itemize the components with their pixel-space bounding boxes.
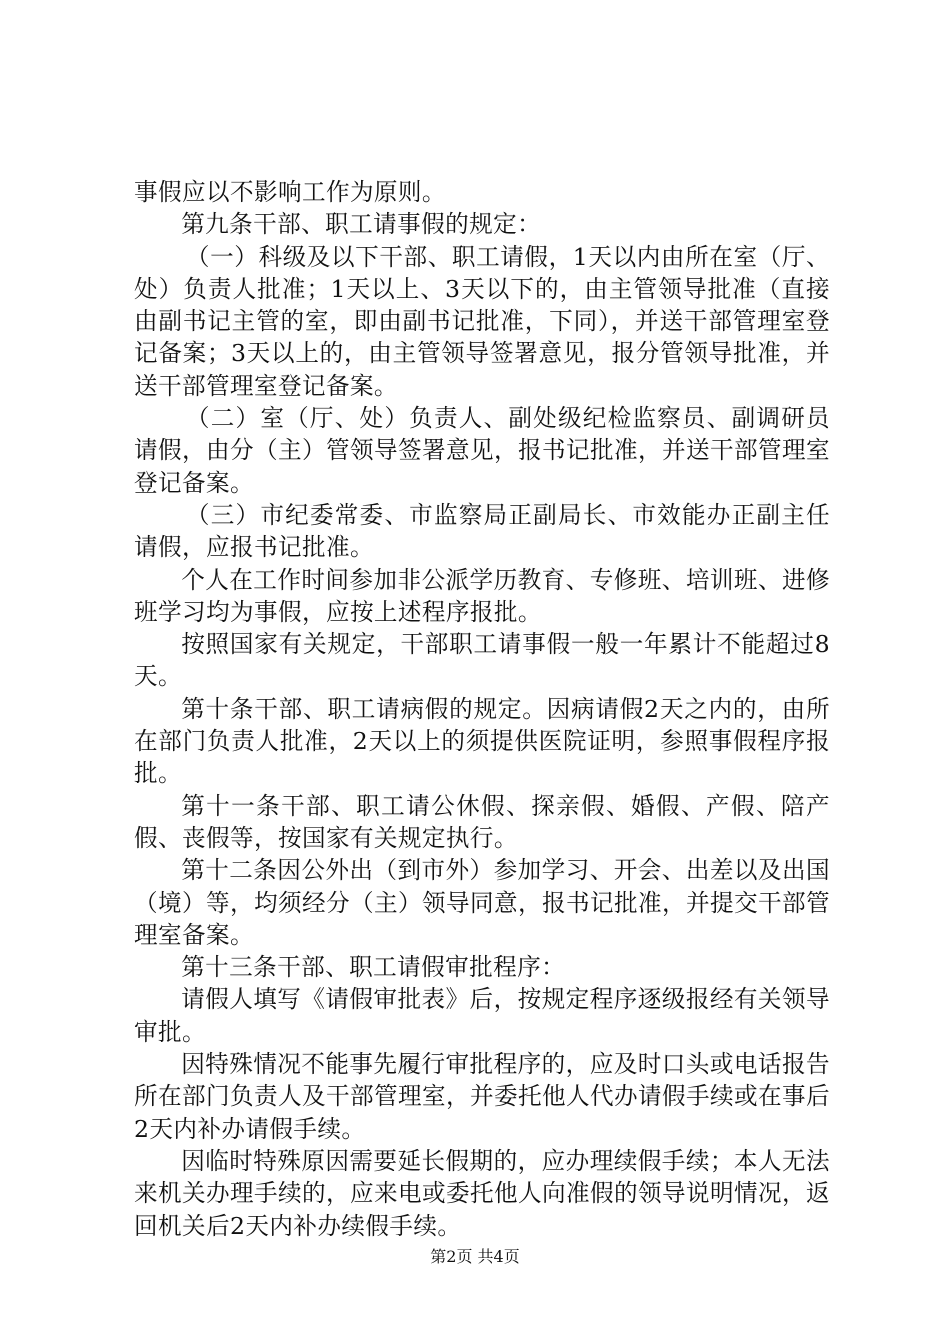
paragraph-article-12: 第十二条因公外出（到市外）参加学习、开会、出差以及出国（境）等，均须经分（主）领导同意，报书记批准，并提交干部管理室备案。	[134, 856, 830, 949]
paragraph-special-case: 因特殊情况不能事先履行审批程序的，应及时口头或电话报告所在部门负责人及干部管理室，并委托他人代办请假手续或在事后2天内补办请假手续。	[134, 1050, 830, 1143]
paragraph-study-leave: 个人在工作时间参加非公派学历教育、专修班、培训班、进修班学习均为事假，应按上述程序报批。	[134, 565, 830, 626]
paragraph-article-9-item-1: （一）科级及以下干部、职工请假，1天以内由所在室（厅、处）负责人批准；1天以上、3天以下的，由主管领导批准（直接由副书记主管的室，即由副书记批准，下同），并送干部管理室登记备案；3天以上的，由主管领导签署意见，报分管领导批准，并送干部管理室登记备案。	[134, 242, 830, 400]
paragraph-article-10: 第十条干部、职工请病假的规定。因病请假2天之内的，由所在部门负责人批准，2天以上的须提供医院证明，参照事假程序报批。	[134, 694, 830, 788]
paragraph-approval-form: 请假人填写《请假审批表》后，按规定程序逐级报经有关领导审批。	[134, 985, 830, 1046]
page-number-footer: 第2页 共4页	[430, 1247, 520, 1266]
paragraph-extension: 因临时特殊原因需要延长假期的，应办理续假手续；本人无法来机关办理手续的，应来电或委托他人向准假的领导说明情况，返回机关后2天内补办续假手续。	[134, 1146, 830, 1240]
paragraph-continuation: 事假应以不影响工作为原则。	[134, 178, 446, 206]
paragraph-leave-limit: 按照国家有关规定，干部职工请事假一般一年累计不能超过8天。	[134, 630, 830, 691]
document-body	[134, 176, 830, 1242]
paragraph-article-11: 第十一条干部、职工请公休假、探亲假、婚假、产假、陪产假、丧假等，按国家有关规定执行。	[134, 791, 830, 852]
paragraph-article-9: 第九条干部、职工请事假的规定：	[181, 210, 542, 239]
paragraph-article-9-item-2: （二）室（厅、处）负责人、副处级纪检监察员、副调研员请假，由分（主）管领导签署意见，报书记批准，并送干部管理室登记备案。	[134, 404, 830, 497]
paragraph-article-9-item-3: （三）市纪委常委、市监察局正副局长、市效能办正副主任请假，应报书记批准。	[134, 500, 830, 562]
paragraph-article-13: 第十三条干部、职工请假审批程序：	[181, 953, 566, 982]
